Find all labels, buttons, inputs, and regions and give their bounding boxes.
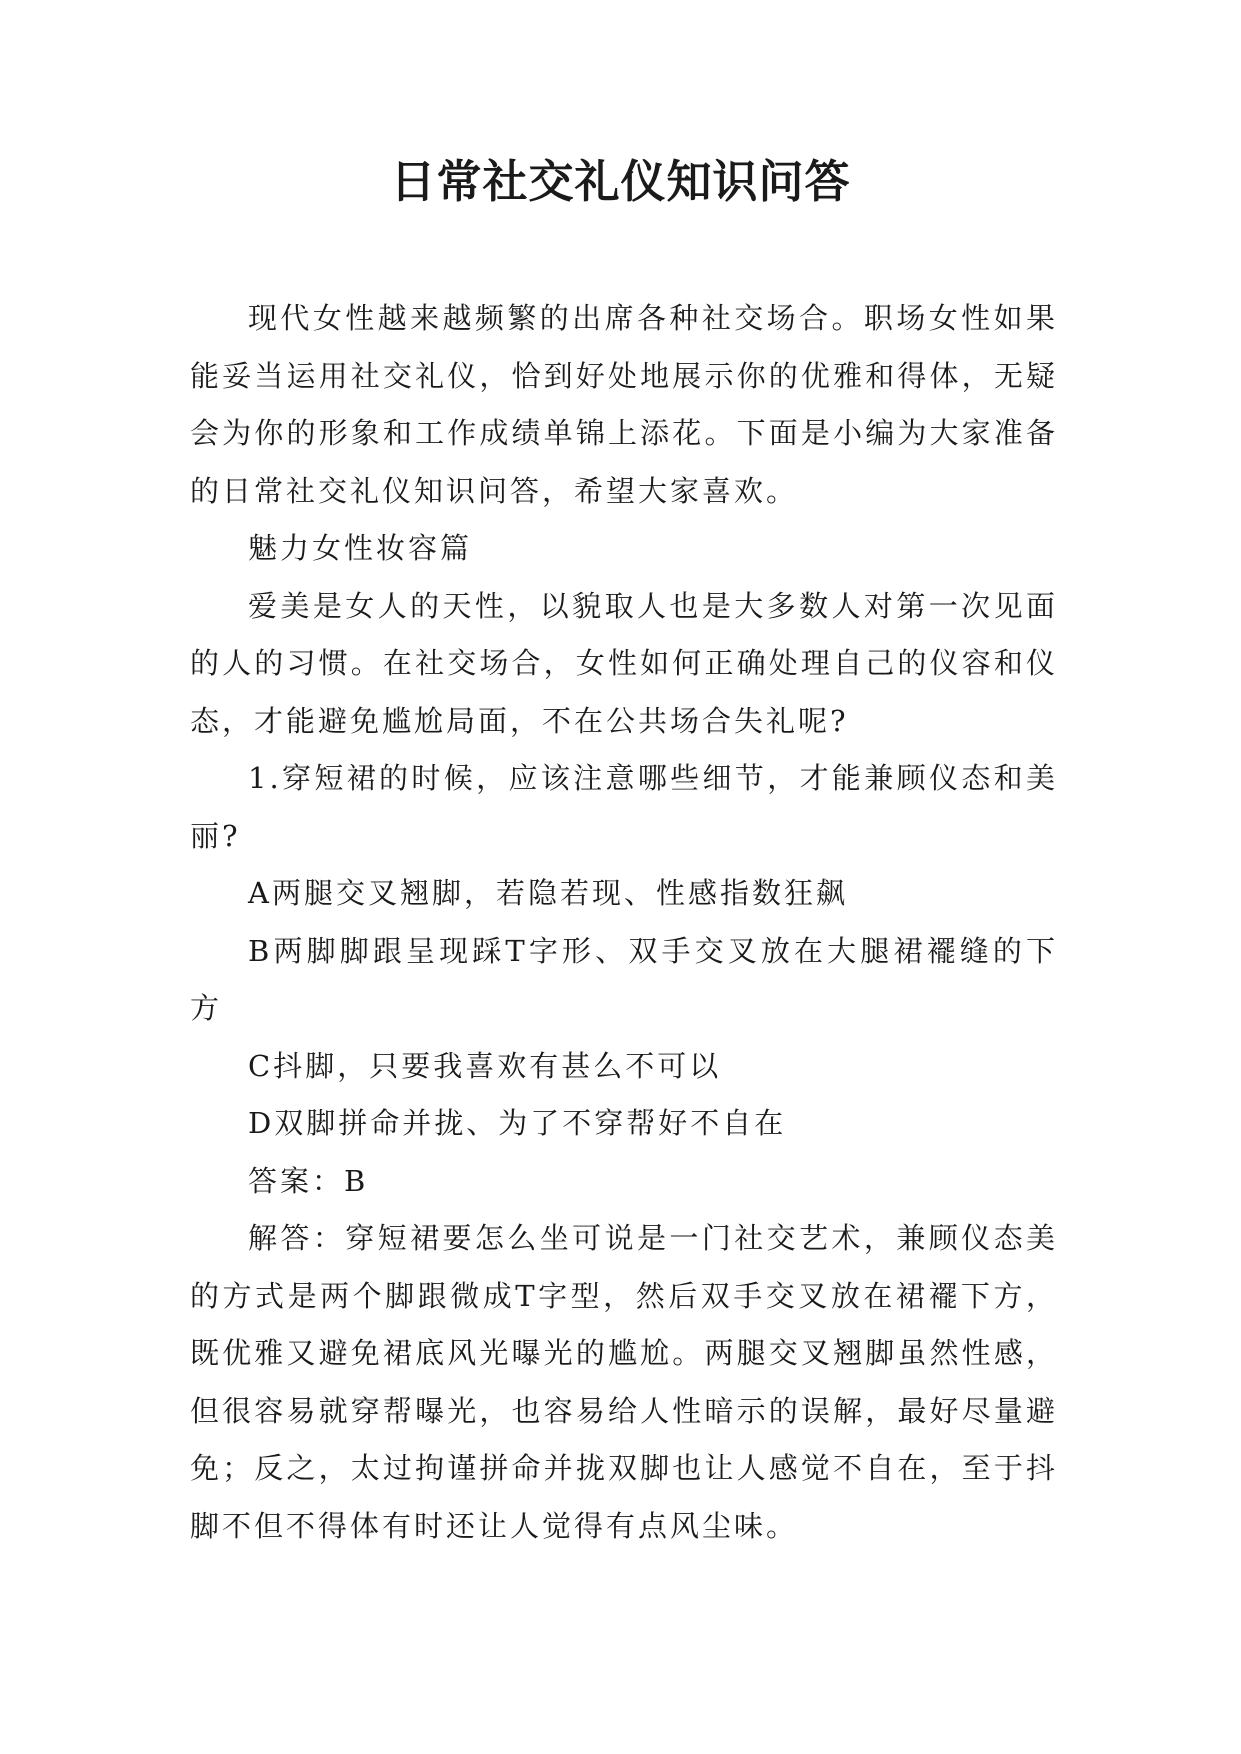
- option-c: C抖脚，只要我喜欢有甚么不可以: [248, 1048, 722, 1083]
- answer: 答案：B: [248, 1163, 369, 1198]
- explanation-paragraph: 解答：穿短裙要怎么坐可说是一门社交艺术，兼顾仪态美的方式是两个脚跟微成T字型，然后双手交叉放在裙襬下方，既优雅又避免裙底风光曝光的尴尬。两腿交叉翘脚虽然性感，但很容易就穿帮曝光，也容易给人性暗示的误解，最好尽量避免；反之，太过拘谨拼命并拢双脚也让人感觉不自在，至于抖脚不但不得体有时还让人觉得有点风尘味。: [190, 1221, 1058, 1543]
- document-body: [190, 290, 1058, 1555]
- page-title: 日常社交礼仪知识问答: [390, 155, 851, 208]
- option-a: A两腿交叉翘脚，若隐若现、性感指数狂飙: [248, 876, 848, 910]
- option-d: D双脚拼命并拢、为了不穿帮好不自在: [248, 1106, 787, 1140]
- question-1: 1.穿短裙的时候，应该注意哪些细节，才能兼顾仪态和美丽?: [190, 761, 1058, 853]
- intro-paragraph: 现代女性越来越频繁的出席各种社交场合。职场女性如果能妥当运用社交礼仪，恰到好处地展示你的优雅和得体，无疑会为你的形象和工作成绩单锦上添花。下面是小编为大家准备的日常社交礼仪知识问答，希望大家喜欢。: [190, 301, 1058, 508]
- section-intro-paragraph: 爱美是女人的天性，以貌取人也是大多数人对第一次见面的人的习惯。在社交场合，女性如何正确处理自己的仪容和仪态，才能避免尴尬局面，不在公共场合失礼呢?: [190, 588, 1058, 738]
- section-heading: 魅力女性妆容篇: [248, 531, 473, 565]
- option-b: B两脚脚跟呈现踩T字形、双手交叉放在大腿裙襬缝的下方: [190, 933, 1058, 1025]
